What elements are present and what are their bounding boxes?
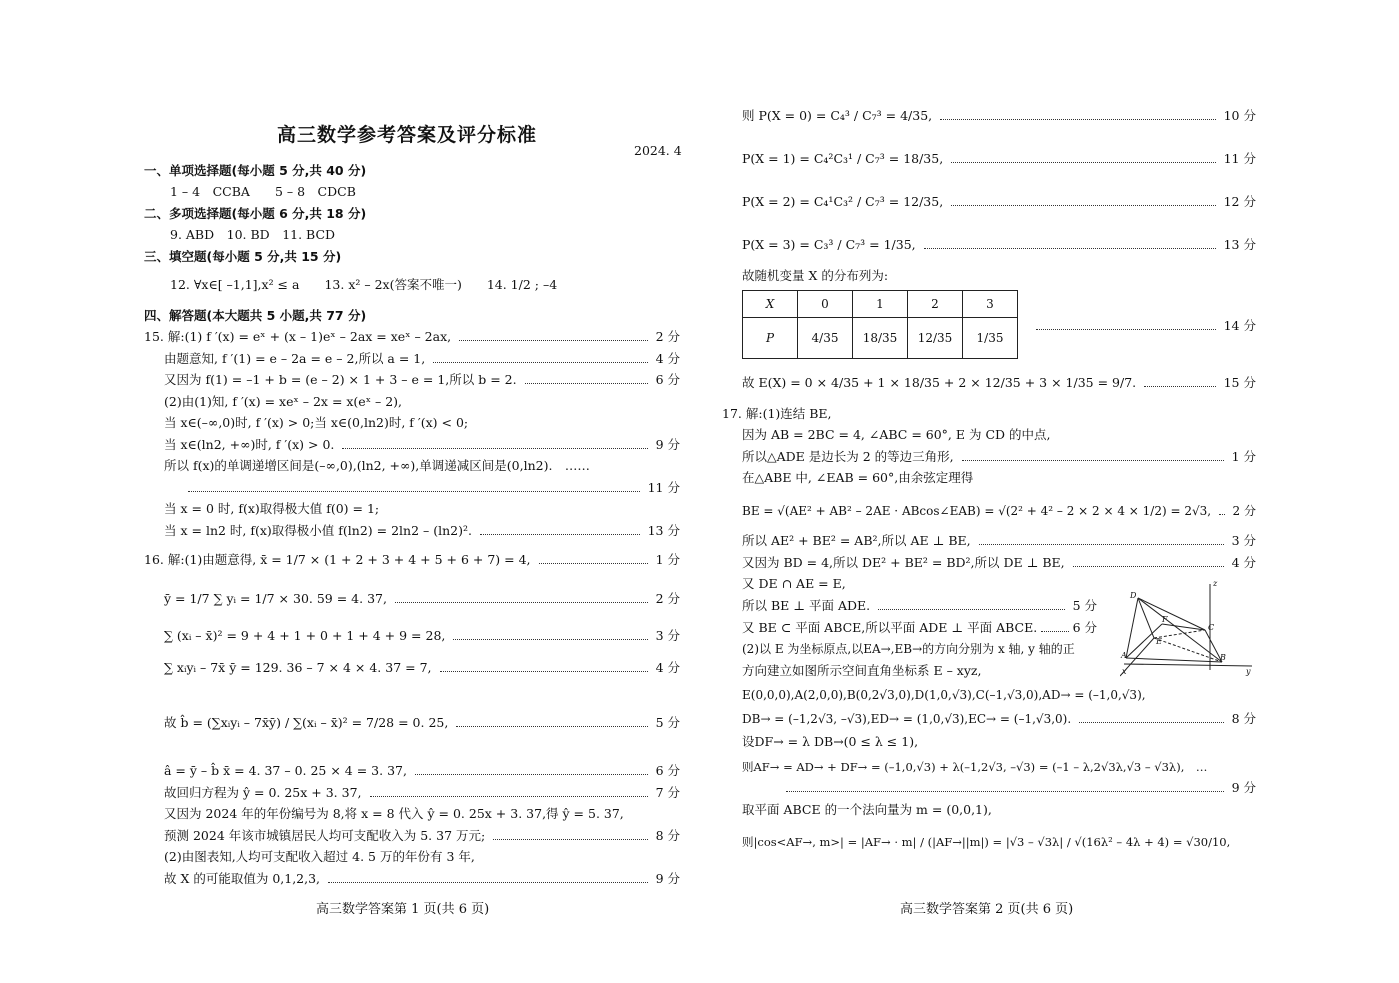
solution-text: BE = √(AE² + AB² – 2AE · ABcos∠EAB) = √(2² + 4² – 2 × 2 × 4 × 1/2) = 2√3,	[742, 504, 1212, 518]
solution-text: P(X = 2) = C₄¹C₃² / C₇³ = 12/35,	[742, 194, 944, 209]
score: 2 分	[655, 591, 680, 606]
point-label: D	[1130, 591, 1137, 600]
solution-line	[164, 715, 680, 731]
score: 8 分	[655, 828, 680, 843]
solution-text: 当 x∈(ln2, +∞)时, f ′(x) > 0.	[164, 437, 335, 452]
score: 12 分	[1223, 194, 1256, 209]
leader-dots	[456, 726, 647, 727]
solution-text: â = ȳ – b̂ x̄ = 4. 37 – 0. 25 × 4 = 3. 37,	[164, 763, 407, 778]
score: 5 分	[655, 715, 680, 730]
score: 13 分	[1223, 237, 1256, 252]
leader-dots	[415, 774, 648, 775]
solution-text: (2)由(1)知, f ′(x) = xeˣ – 2x = x(eˣ – 2),	[164, 394, 403, 409]
solution-text: 则|cos<AF→, m>| = |AF→ · m| / (|AF→||m|) = |√3 – √3λ| / √(16λ² – 4λ + 4) = √30/10,	[742, 835, 1231, 849]
section-heading: 一、单项选择题(每小题 5 分,共 40 分)	[144, 163, 367, 178]
score: 3 分	[1231, 533, 1256, 548]
score: 9 分	[655, 437, 680, 452]
leader-dots	[979, 544, 1224, 545]
solution-text: 则AF→ = AD→ + DF→ = (–1,0,√3) + λ(–1,2√3, –√3) = (–1 – λ,2√3λ,√3 – √3λ), …	[742, 760, 1208, 774]
leader-dots	[328, 882, 648, 883]
point-label: A	[1121, 651, 1127, 660]
table-row	[743, 291, 1018, 318]
solution-line	[164, 871, 680, 887]
score: 6 分	[1072, 620, 1097, 635]
y-axis	[1124, 664, 1252, 666]
axis-label: y	[1246, 667, 1251, 676]
solution-line	[742, 598, 1097, 614]
leader-dots	[924, 248, 1216, 249]
score: 7 分	[655, 785, 680, 800]
leader-dots	[1144, 386, 1215, 387]
solution-text: 又因为 BD = 4,所以 DE² + BE² = BD²,所以 DE ⊥ BE,	[742, 555, 1065, 570]
leader-dots	[1041, 631, 1068, 632]
solution-line	[742, 503, 1256, 519]
solution-line	[742, 533, 1256, 549]
table-cell: 12/35	[908, 318, 963, 359]
solution-text: 设DF→ = λ DB→(0 ≤ λ ≤ 1),	[742, 734, 919, 749]
solution-text: 又 DE ∩ AE = E,	[742, 576, 846, 591]
leader-dots	[940, 119, 1215, 120]
solution-text: 故随机变量 X 的分布列为:	[742, 268, 889, 283]
page-title: 高三数学参考答案及评分标准	[277, 124, 538, 146]
solution-line	[742, 620, 1097, 636]
solution-line	[164, 785, 680, 801]
leader-dots	[525, 383, 648, 384]
solution-line	[786, 780, 1256, 796]
distribution-table	[742, 290, 1018, 359]
solution-line	[1036, 318, 1256, 334]
leader-dots	[539, 563, 648, 564]
solution-text: 由题意知, f ′(1) = e – 2a = e – 2,所以 a = 1,	[164, 351, 426, 366]
solution-line	[742, 711, 1256, 727]
solution-line	[164, 763, 680, 779]
leader-dots	[480, 534, 640, 535]
solution-text: 当 x = 0 时, f(x)取得极大值 f(0) = 1;	[164, 501, 380, 516]
table-cell: P	[743, 318, 798, 359]
solution-text: 当 x = ln2 时, f(x)取得极小值 f(ln2) = 2ln2 – (ln2)².	[164, 523, 472, 538]
leader-dots	[878, 609, 1064, 610]
section-heading: 二、多项选择题(每小题 6 分,共 18 分)	[144, 206, 367, 221]
table-cell: 18/35	[853, 318, 908, 359]
solution-text: 15. 解:(1) f ′(x) = eˣ + (x – 1)eˣ – 2ax = xeˣ – 2ax,	[144, 329, 452, 344]
leader-dots	[951, 205, 1215, 206]
solution-text: 故 X 的可能取值为 0,1,2,3,	[164, 871, 321, 886]
point-label: C	[1208, 623, 1215, 632]
edge-EB	[1154, 638, 1222, 662]
solution-line	[742, 555, 1256, 571]
solution-text: 故回归方程为 ŷ = 0. 25x + 3. 37,	[164, 785, 362, 800]
leader-dots	[433, 362, 647, 363]
solution-text: 则 P(X = 0) = C₄³ / C₇³ = 4/35,	[742, 108, 933, 123]
right-page	[722, 0, 1256, 983]
score: 9 分	[1231, 780, 1256, 795]
score: 11 分	[1223, 151, 1256, 166]
score: 6 分	[655, 372, 680, 387]
solution-line	[144, 329, 680, 345]
leader-dots	[1079, 722, 1223, 723]
score: 15 分	[1223, 375, 1256, 390]
leader-dots	[395, 602, 648, 603]
solution-text: 因为 AB = 2BC = 4, ∠ABC = 60°, E 为 CD 的中点,	[742, 427, 1051, 442]
solution-text: 在△ABE 中, ∠EAB = 60°,由余弦定理得	[742, 470, 974, 485]
solution-line	[742, 237, 1256, 253]
score: 5 分	[1072, 598, 1097, 613]
solution-line	[144, 552, 680, 568]
leader-dots	[342, 448, 647, 449]
score: 2 分	[1232, 504, 1256, 518]
score: 4 分	[655, 351, 680, 366]
leader-dots	[493, 839, 647, 840]
solution-text: 又因为 f(1) = –1 + b = (e – 2) × 1 + 3 – e = 1,所以 b = 2.	[164, 372, 517, 387]
table-cell: 1/35	[963, 318, 1018, 359]
solution-line	[164, 351, 680, 367]
leader-dots	[962, 460, 1224, 461]
solution-line	[188, 480, 680, 496]
solution-line	[164, 828, 680, 844]
solution-text: P(X = 3) = C₃³ / C₇³ = 1/35,	[742, 237, 916, 252]
score: 1 分	[1231, 449, 1256, 464]
date: 2024. 4	[634, 143, 682, 158]
leader-dots	[1036, 329, 1216, 330]
page-footer: 高三数学答案第 2 页(共 6 页)	[900, 902, 1074, 917]
leader-dots	[188, 491, 640, 492]
page-footer: 高三数学答案第 1 页(共 6 页)	[316, 902, 490, 917]
solution-line	[742, 151, 1256, 167]
axis-label: x	[1122, 667, 1127, 676]
solution-line	[164, 628, 680, 644]
table-cell: 3	[963, 291, 1018, 318]
table-cell: 0	[798, 291, 853, 318]
score: 6 分	[655, 763, 680, 778]
axis-label: z	[1213, 579, 1218, 588]
section-heading: 四、解答题(本大题共 5 小题,共 77 分)	[144, 308, 367, 323]
leader-dots	[440, 671, 648, 672]
solution-text: 取平面 ABCE 的一个法向量为 m = (0,0,1),	[742, 802, 992, 817]
solution-text: 所以 f(x)的单调递增区间是(–∞,0),(ln2, +∞),单调递减区间是(0,ln2). ……	[164, 458, 590, 473]
answer-line: 9. ABD 10. BD 11. BCD	[170, 227, 336, 242]
solution-line	[164, 372, 680, 388]
table-cell: 4/35	[798, 318, 853, 359]
score: 11 分	[647, 480, 680, 495]
solution-text: 当 x∈(–∞,0)时, f ′(x) > 0;当 x∈(0,ln2)时, f ′(x) < 0;	[164, 415, 469, 430]
score: 4 分	[1231, 555, 1256, 570]
solution-text: 故 E(X) = 0 × 4/35 + 1 × 18/35 + 2 × 12/35 + 3 × 1/35 = 9/7.	[742, 375, 1137, 390]
leader-dots	[370, 796, 648, 797]
leader-dots	[951, 162, 1215, 163]
table-cell: 1	[853, 291, 908, 318]
leader-dots	[1073, 566, 1224, 567]
solution-text: ȳ = 1/7 ∑ yᵢ = 1/7 × 30. 59 = 4. 37,	[164, 591, 387, 606]
solution-text: E(0,0,0),A(2,0,0),B(0,2√3,0),D(1,0,√3),C(–1,√3,0),AD→ = (–1,0,√3),	[742, 688, 1146, 702]
solution-text: 所以 BE ⊥ 平面 ADE.	[742, 598, 871, 613]
solution-text: (2)由图表知,人均可支配收入超过 4. 5 万的年份有 3 年,	[164, 849, 475, 864]
leader-dots	[453, 639, 647, 640]
solution-text: 预测 2024 年该市城镇居民人均可支配收入为 5. 37 万元;	[164, 828, 486, 843]
solution-line	[742, 375, 1256, 391]
table-cell: X	[743, 291, 798, 318]
solution-text: 故 b̂ = (∑xᵢyᵢ – 7x̄ȳ) / ∑(xᵢ – x̄)² = 7/28 = 0. 25,	[164, 715, 449, 730]
solution-line	[164, 523, 680, 539]
score: 1 分	[655, 552, 680, 567]
point-label: B	[1220, 653, 1226, 662]
solution-text: 17. 解:(1)连结 BE,	[722, 406, 832, 421]
solution-line	[742, 449, 1256, 465]
solution-line	[164, 660, 680, 676]
solution-line	[742, 194, 1256, 210]
solution-text: (2)以 E 为坐标原点,以EA→,EB→的方向分别为 x 轴, y 轴的正	[742, 642, 1075, 656]
answer-line: 1 – 4 CCBA 5 – 8 CDCB	[170, 184, 356, 199]
solution-text: ∑ xᵢyᵢ – 7x̄ ȳ = 129. 36 – 7 × 4 × 4. 37 = 7,	[164, 660, 432, 675]
leader-dots	[459, 340, 647, 341]
table-row	[743, 318, 1018, 359]
solution-text: 所以△ADE 是边长为 2 的等边三角形,	[742, 449, 954, 464]
solution-text: 方向建立如图所示空间直角坐标系 E – xyz,	[742, 663, 982, 678]
left-page	[144, 0, 680, 983]
table-cell: 2	[908, 291, 963, 318]
solution-text: 又因为 2024 年的年份编号为 8,将 x = 8 代入 ŷ = 0. 25x + 3. 37,得 ŷ = 5. 37,	[164, 806, 624, 821]
score: 10 分	[1223, 108, 1256, 123]
score: 14 分	[1223, 318, 1256, 333]
score: 8 分	[1231, 711, 1256, 726]
geometry-figure	[1120, 578, 1256, 678]
solution-text: 又 BE ⊂ 平面 ABCE,所以平面 ADE ⊥ 平面 ABCE.	[742, 620, 1038, 635]
score: 9 分	[655, 871, 680, 886]
score: 2 分	[655, 329, 680, 344]
answer-line: 12. ∀x∈[ –1,1],x² ≤ a 13. x² – 2x(答案不唯一) 14. 1/2 ; –4	[170, 277, 558, 292]
score: 13 分	[647, 523, 680, 538]
solution-line	[164, 437, 680, 453]
point-label: E	[1156, 637, 1162, 646]
solution-text: 所以 AE² + BE² = AB²,所以 AE ⊥ BE,	[742, 533, 971, 548]
solution-line	[742, 108, 1256, 124]
leader-dots	[1219, 514, 1224, 515]
point-label: F	[1162, 615, 1168, 624]
score: 4 分	[655, 660, 680, 675]
score: 3 分	[655, 628, 680, 643]
solution-text: DB→ = (–1,2√3, –√3),ED→ = (1,0,√3),EC→ = (–1,√3,0).	[742, 712, 1072, 726]
leader-dots	[786, 791, 1224, 792]
solution-text: P(X = 1) = C₄²C₃¹ / C₇³ = 18/35,	[742, 151, 944, 166]
solution-line	[164, 591, 680, 607]
edge-AB	[1126, 658, 1222, 662]
section-heading: 三、填空题(每小题 5 分,共 15 分)	[144, 249, 342, 264]
solution-text: ∑ (xᵢ – x̄)² = 9 + 4 + 1 + 0 + 1 + 4 + 9 = 28,	[164, 628, 446, 643]
solution-text: 16. 解:(1)由题意得, x̄ = 1/7 × (1 + 2 + 3 + 4 + 5 + 6 + 7) = 4,	[144, 552, 531, 567]
